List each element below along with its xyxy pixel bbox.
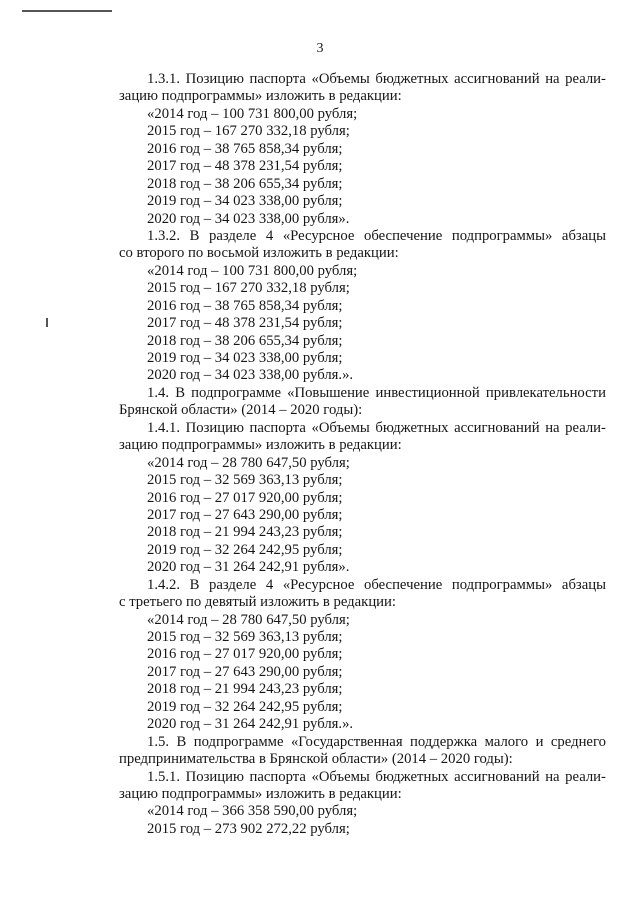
word: бюджетных — [375, 419, 449, 436]
word: подпрограмме — [193, 733, 284, 750]
amount-line: 2018 год – 21 994 243,23 рубля; — [147, 681, 343, 698]
amount-line: 2020 год – 34 023 338,00 рубля». — [147, 210, 350, 227]
word: бюджетных — [375, 768, 449, 785]
amount-line: 2015 год – 167 270 332,18 рубля; — [147, 123, 350, 140]
paragraph-first-line — [119, 228, 606, 245]
amount-line: 2017 год – 48 378 231,54 рубля; — [147, 158, 343, 175]
word: паспорта — [249, 768, 306, 785]
word: 1.4. — [147, 384, 170, 401]
word: поддержка — [410, 733, 478, 750]
paragraph-first-line-words — [147, 420, 606, 437]
word: В — [189, 576, 200, 593]
word: среднего — [550, 733, 606, 750]
paragraph-continuation-line: Брянской области» (2014 – 2020 годы): — [119, 402, 363, 419]
page-number: 3 — [316, 41, 324, 56]
amount-line: 2019 год – 34 023 338,00 рубля; — [147, 193, 343, 210]
amount-line: 2017 год – 27 643 290,00 рубля; — [147, 506, 343, 523]
paragraph-continuation-line: со второго по восьмой изложить в редакции: — [119, 245, 399, 262]
amount-line: 2018 год – 21 994 243,23 рубля; — [147, 524, 343, 541]
amount-line: 2020 год – 31 264 242,91 рубля». — [147, 559, 350, 576]
paragraph-first-line-words — [147, 734, 606, 751]
word: «Государственная — [290, 733, 403, 750]
word: В — [176, 733, 187, 750]
paragraph-first-line — [119, 71, 606, 88]
word: реали- — [565, 419, 606, 436]
amount-line: 2019 год – 32 264 242,95 рубля; — [147, 698, 343, 715]
word: на — [545, 768, 560, 785]
amount-line: 2015 год – 32 569 363,13 рубля; — [147, 472, 343, 489]
word: обеспечение — [364, 576, 443, 593]
amount-line: «2014 год – 366 358 590,00 рубля; — [147, 803, 358, 820]
top-rule — [22, 10, 112, 12]
amount-line: 2019 год – 34 023 338,00 рубля; — [147, 350, 343, 366]
word: бюджетных — [375, 71, 449, 87]
word: реали- — [565, 768, 606, 785]
amount-line: 2016 год – 38 765 858,34 рубля; — [147, 140, 343, 157]
paragraph-first-line-words — [147, 228, 606, 245]
amount-line: 2017 год – 27 643 290,00 рубля; — [147, 663, 343, 680]
paragraph-first-line-words — [147, 769, 606, 786]
word: подпрограммы» — [451, 227, 553, 244]
paragraph-first-line — [119, 385, 606, 402]
word: «Объемы — [311, 419, 370, 436]
amount-line: «2014 год – 28 780 647,50 рубля; — [147, 454, 350, 471]
word: и — [535, 733, 544, 750]
amount-line: 2015 год – 32 569 363,13 рубля; — [147, 629, 343, 645]
paragraph-first-line-words — [147, 385, 606, 402]
word: малого — [484, 733, 529, 750]
word: В — [189, 227, 200, 244]
word: абзацы — [561, 576, 606, 593]
paragraph-continuation-line: зацию подпрограммы» изложить в редакции: — [119, 88, 402, 105]
word: ассигнований — [454, 71, 540, 87]
word: 1.4.2. — [147, 576, 181, 593]
word: 4 — [265, 576, 274, 593]
paragraph-continuation-line: зацию подпрограммы» изложить в редакции: — [119, 437, 402, 454]
amount-line: 2018 год – 38 206 655,34 рубля; — [147, 332, 343, 349]
word: привлекательности — [485, 384, 606, 401]
word: Позицию — [185, 71, 244, 87]
word: разделе — [209, 227, 257, 244]
paragraph-continuation-line: предпринимательства в Брянской области» (2014 – 2020 годы): — [119, 751, 513, 768]
margin-mark — [46, 318, 48, 327]
amount-line: 2015 год – 273 902 272,22 рубля; — [147, 820, 350, 837]
amount-line: 2015 год – 167 270 332,18 рубля; — [147, 280, 350, 297]
word: 1.5. — [147, 733, 170, 750]
word: реали- — [565, 71, 606, 87]
amount-line: 2017 год – 48 378 231,54 рубля; — [147, 315, 343, 332]
word: 1.3.1. — [147, 71, 181, 87]
amount-line: 2018 год – 38 206 655,34 рубля; — [147, 175, 343, 192]
amount-line: «2014 год – 28 780 647,50 рубля; — [147, 611, 350, 628]
word: 1.3.2. — [147, 227, 181, 244]
paragraph-first-line-words — [147, 71, 606, 88]
word: на — [545, 419, 560, 436]
amount-line: 2019 год – 32 264 242,95 рубля; — [147, 541, 343, 558]
paragraph-first-line — [119, 577, 606, 594]
word: В — [175, 384, 185, 401]
word: «Ресурсное — [282, 576, 355, 593]
word: паспорта — [249, 71, 306, 87]
word: 1.4.1. — [147, 419, 181, 436]
word: ассигнований — [454, 768, 540, 785]
amount-line: 2016 год – 38 765 858,34 рубля; — [147, 297, 343, 314]
amount-line: 2016 год – 27 017 920,00 рубля; — [147, 646, 343, 663]
word: подпрограммы» — [451, 576, 553, 593]
word: подпрограмме — [191, 384, 281, 401]
word: Позицию — [185, 768, 244, 785]
amount-line: «2014 год – 100 731 800,00 рубля; — [147, 262, 358, 279]
amount-line: 2016 год – 27 017 920,00 рубля; — [147, 489, 343, 506]
amount-line: «2014 год – 100 731 800,00 рубля; — [147, 105, 358, 122]
word: «Объемы — [311, 768, 370, 785]
word: «Объемы — [311, 71, 370, 87]
word: «Ресурсное — [282, 227, 355, 244]
paragraph-continuation-line: зацию подпрограммы» изложить в редакции: — [119, 785, 402, 802]
word: 1.5.1. — [147, 768, 181, 785]
word: ассигнований — [454, 419, 540, 436]
paragraph-first-line — [119, 769, 606, 786]
word: разделе — [209, 576, 257, 593]
word: 4 — [265, 227, 274, 244]
word: Позицию — [185, 419, 244, 436]
amount-line: 2020 год – 31 264 242,91 рубля.». — [147, 716, 354, 733]
word: паспорта — [249, 419, 306, 436]
amount-line: 2020 год – 34 023 338,00 рубля.». — [147, 367, 354, 384]
document-body — [119, 71, 606, 838]
word: абзацы — [561, 227, 606, 244]
paragraph-first-line — [119, 734, 606, 751]
word: на — [545, 71, 560, 87]
word: обеспечение — [364, 227, 443, 244]
paragraph-continuation-line: с третьего по девятый изложить в редакции: — [119, 594, 396, 611]
word: инвестиционной — [375, 384, 480, 401]
word: «Повышение — [287, 384, 370, 401]
paragraph-first-line — [119, 420, 606, 437]
paragraph-first-line-words — [147, 577, 606, 594]
